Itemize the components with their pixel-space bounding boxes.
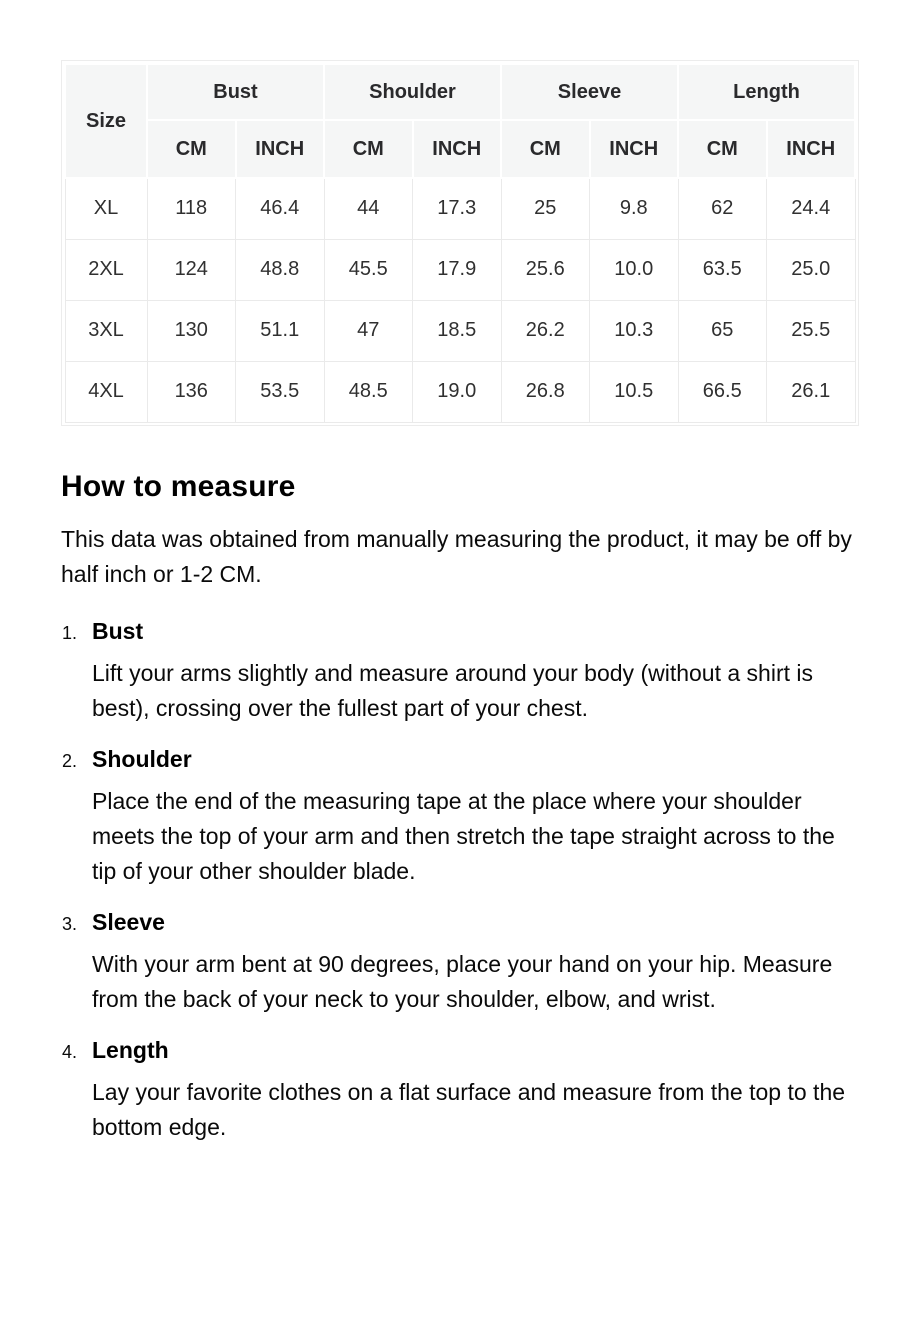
value-cell: 10.0 (590, 239, 679, 300)
table-row-3xl (65, 300, 855, 361)
size-chart-table-wrap (61, 60, 859, 426)
value-cell: 26.1 (767, 361, 856, 422)
value-cell: 53.5 (236, 361, 325, 422)
value-cell: 45.5 (324, 239, 413, 300)
step-description: Lay your favorite clothes on a flat surface and measure from the top to the bottom edge. (92, 1078, 846, 1140)
unit-header: INCH (767, 120, 856, 178)
value-cell: 17.3 (413, 178, 502, 239)
value-cell: 65 (678, 300, 767, 361)
step-description: Lift your arms slightly and measure around your body (without a shirt is best), crossing over the fullest part of your chest. (92, 659, 813, 721)
value-cell: 63.5 (678, 239, 767, 300)
unit-header: INCH (590, 120, 679, 178)
value-cell: 44 (324, 178, 413, 239)
value-cell: 26.2 (501, 300, 590, 361)
step-title: Bust (92, 617, 144, 644)
measure-steps-list (61, 618, 859, 1145)
step-description: Place the end of the measuring tape at the place where your shoulder meets the top of your arm and then stretch the tape straight across to the tip of your other shoulder blade. (92, 787, 835, 884)
value-cell: 130 (147, 300, 236, 361)
value-cell: 25.5 (767, 300, 856, 361)
unit-header: CM (501, 120, 590, 178)
value-cell: 48.5 (324, 361, 413, 422)
value-cell: 17.9 (413, 239, 502, 300)
size-cell: XL (65, 178, 147, 239)
size-chart-body (65, 178, 855, 422)
step-number: 4. (62, 1041, 78, 1062)
step-description: With your arm bent at 90 degrees, place your hand on your hip. Measure from the back of your neck to your shoulder, elbow, and wrist. (92, 950, 833, 1012)
unit-header: CM (678, 120, 767, 178)
value-cell: 9.8 (590, 178, 679, 239)
size-column-header: Size (65, 64, 147, 178)
value-cell: 25.0 (767, 239, 856, 300)
value-cell: 25 (501, 178, 590, 239)
value-cell: 10.3 (590, 300, 679, 361)
intro-paragraph: This data was obtained from manually measuring the product, it may be off by half inch or 1-2 CM. (61, 525, 852, 587)
measure-step-shoulder (61, 746, 859, 889)
unit-header: INCH (413, 120, 502, 178)
group-header-sleeve: Sleeve (501, 64, 678, 120)
value-cell: 46.4 (236, 178, 325, 239)
step-number: 3. (62, 913, 78, 934)
group-header-length: Length (678, 64, 855, 120)
table-row-xl (65, 178, 855, 239)
size-cell: 2XL (65, 239, 147, 300)
step-number: 1. (62, 622, 78, 643)
measure-step-sleeve (61, 909, 859, 1017)
step-number: 2. (62, 750, 78, 771)
unit-header-row (65, 120, 855, 178)
value-cell: 136 (147, 361, 236, 422)
step-title: Sleeve (92, 908, 165, 935)
how-to-measure-title: How to measure (61, 469, 296, 503)
table-row-2xl (65, 239, 855, 300)
value-cell: 18.5 (413, 300, 502, 361)
value-cell: 124 (147, 239, 236, 300)
size-cell: 3XL (65, 300, 147, 361)
value-cell: 118 (147, 178, 236, 239)
value-cell: 47 (324, 300, 413, 361)
size-chart-header (65, 64, 855, 178)
value-cell: 10.5 (590, 361, 679, 422)
value-cell: 25.6 (501, 239, 590, 300)
size-cell: 4XL (65, 361, 147, 422)
measure-step-bust (61, 618, 859, 726)
value-cell: 26.8 (501, 361, 590, 422)
unit-header: CM (324, 120, 413, 178)
value-cell: 62 (678, 178, 767, 239)
value-cell: 51.1 (236, 300, 325, 361)
step-title: Shoulder (92, 745, 192, 772)
group-header-shoulder: Shoulder (324, 64, 501, 120)
unit-header: INCH (236, 120, 325, 178)
value-cell: 66.5 (678, 361, 767, 422)
value-cell: 24.4 (767, 178, 856, 239)
step-title: Length (92, 1036, 169, 1063)
unit-header: CM (147, 120, 236, 178)
size-chart-table (64, 63, 856, 423)
group-header-row (65, 64, 855, 120)
group-header-bust: Bust (147, 64, 324, 120)
measure-step-length (61, 1037, 859, 1145)
table-row-4xl (65, 361, 855, 422)
value-cell: 48.8 (236, 239, 325, 300)
value-cell: 19.0 (413, 361, 502, 422)
